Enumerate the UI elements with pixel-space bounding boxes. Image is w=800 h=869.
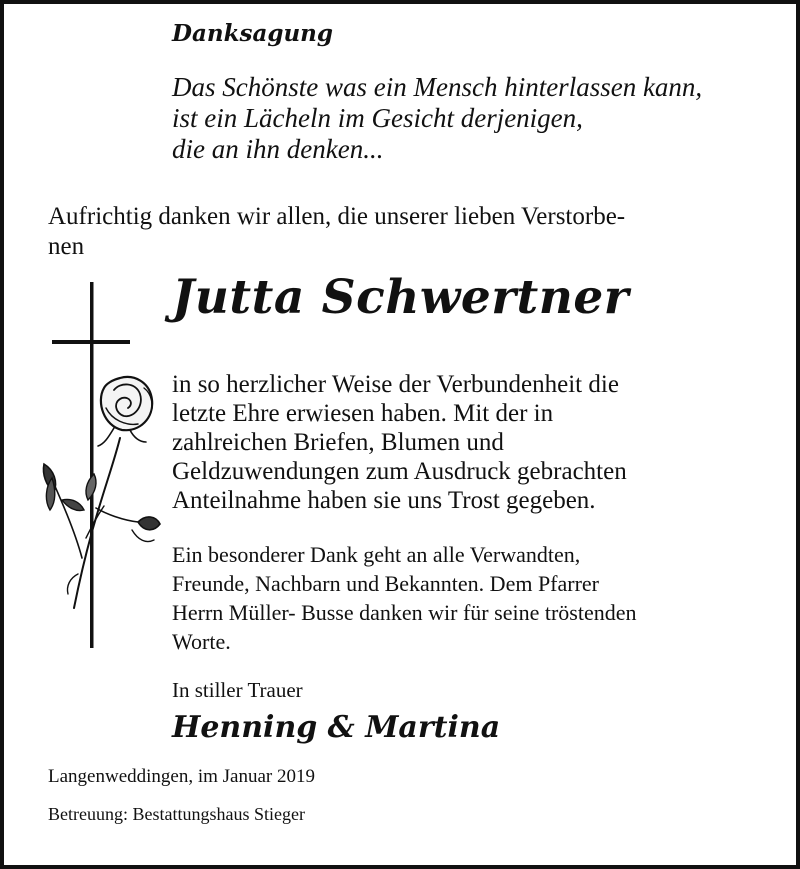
special-thanks — [172, 540, 636, 656]
rose-icon — [43, 377, 160, 608]
quote-line: die an ihn denken... — [172, 134, 384, 164]
body-line: Ein besonderer Dank geht an alle Verwandten, — [172, 542, 581, 567]
quote-line: ist ein Lächeln im Gesicht derjenigen, — [172, 103, 583, 133]
body-line: Geldzuwendungen zum Ausdruck gebrachten — [172, 458, 627, 485]
cross-and-rose-illustration — [34, 278, 164, 654]
body-line: letzte Ehre erwiesen haben. Mit der in — [172, 400, 554, 427]
quote-line: Das Schönste was ein Mensch hinterlassen kann, — [172, 72, 703, 102]
body-line: Freunde, Nachbarn und Bekannten. Dem Pfarrer — [172, 571, 600, 596]
memorial-quote — [172, 72, 702, 165]
body-line: in so herzlicher Weise der Verbundenheit die — [172, 371, 619, 398]
body-line: Worte. — [172, 629, 231, 654]
intro-line: Aufrichtig danken wir allen, die unserer lieben Verstorbe- — [48, 203, 626, 230]
undertaker-credit: Betreuung: Bestattungshaus Stieger — [48, 804, 305, 824]
closing-phrase: In stiller Trauer — [172, 678, 303, 702]
signers: Henning & Martina — [172, 710, 501, 745]
cross-icon — [52, 282, 130, 648]
thanks-body — [172, 370, 627, 515]
body-line: Anteilnahme haben sie uns Trost gegeben. — [172, 487, 596, 514]
place-date: Langenweddingen, im Januar 2019 — [48, 766, 315, 787]
body-line: zahlreichen Briefen, Blumen und — [172, 429, 504, 456]
notice-heading: Danksagung — [172, 20, 333, 47]
deceased-name: Jutta Schwertner — [172, 270, 630, 325]
intro-line: nen — [48, 233, 85, 260]
thanks-intro — [48, 202, 625, 262]
body-line: Herrn Müller- Busse danken wir für seine tröstenden — [172, 600, 637, 625]
